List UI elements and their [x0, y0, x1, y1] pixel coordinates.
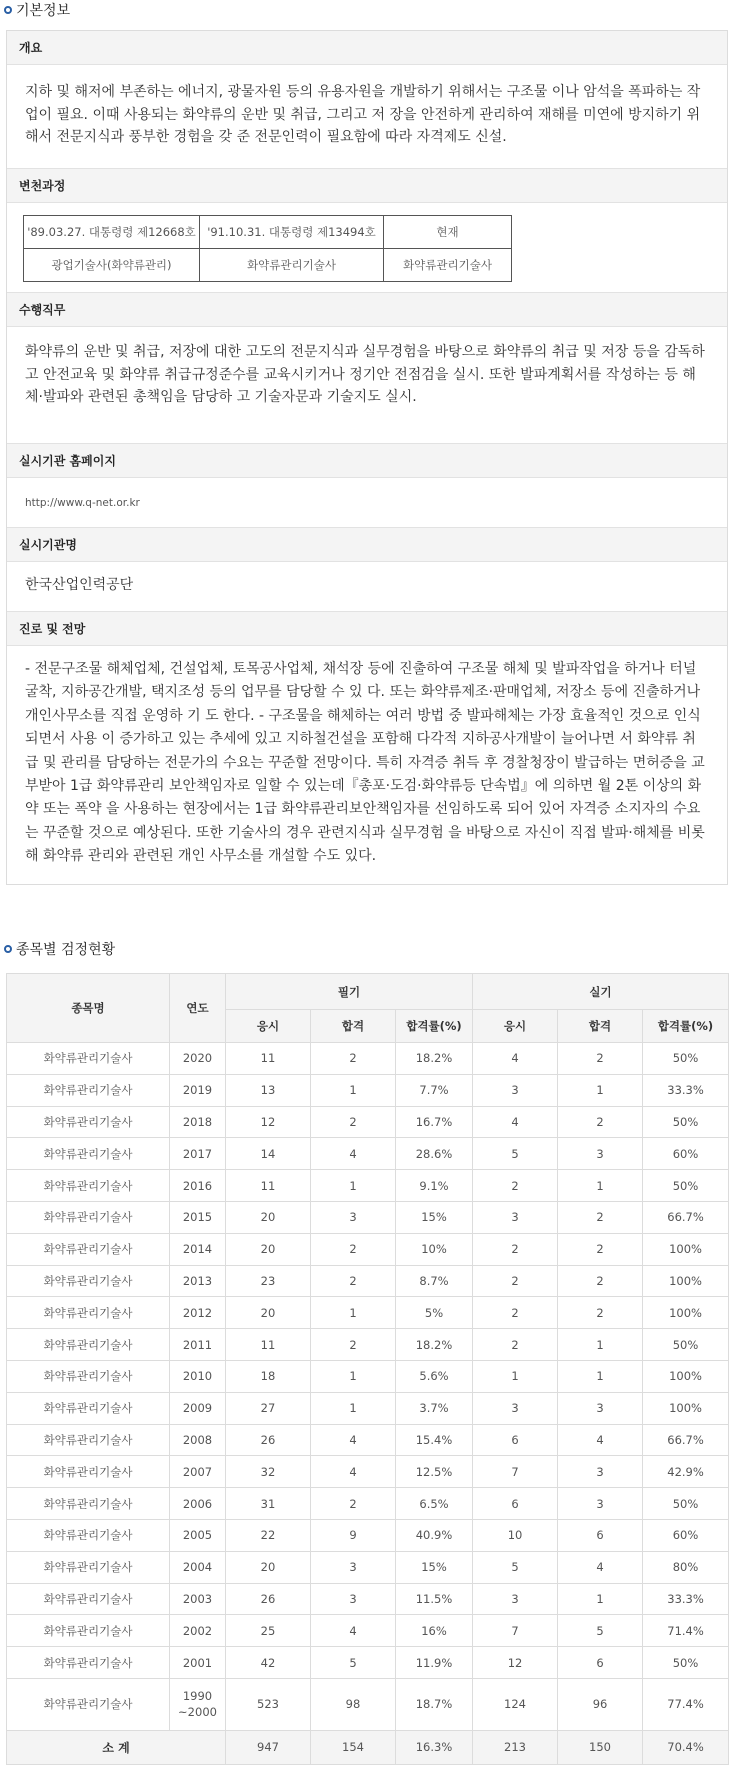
cell-name: 화약류관리기술사 [7, 1360, 170, 1392]
cell-practical-applied: 3 [473, 1583, 558, 1615]
cell-practical-rate: 60% [643, 1519, 729, 1551]
cell-written-passed: 3 [311, 1551, 396, 1583]
cell-practical-passed: 2 [558, 1297, 643, 1329]
cell-written-applied: 26 [226, 1424, 311, 1456]
overview-label: 개요 [7, 31, 727, 65]
cell-practical-passed: 5 [558, 1615, 643, 1647]
cell-year: 2013 [170, 1265, 226, 1297]
cell-written-applied: 23 [226, 1265, 311, 1297]
history-name-1: 광업기술사(화약류관리) [24, 249, 200, 282]
table-row [7, 1360, 729, 1392]
cell-name: 화약류관리기술사 [7, 1583, 170, 1615]
cell-written-passed: 1 [311, 1074, 396, 1106]
cell-practical-applied: 7 [473, 1615, 558, 1647]
cell-practical-passed: 2 [558, 1233, 643, 1265]
cell-practical-applied: 2 [473, 1170, 558, 1202]
cell-practical-passed: 2 [558, 1265, 643, 1297]
cell-practical-applied: 2 [473, 1329, 558, 1361]
cell-year: 2001 [170, 1647, 226, 1679]
cell-practical-passed: 6 [558, 1647, 643, 1679]
table-row [7, 1647, 729, 1679]
cell-written-rate: 16% [396, 1615, 473, 1647]
col-practical: 실기 [473, 974, 729, 1010]
cell-written-applied: 14 [226, 1138, 311, 1170]
cell-year: 2006 [170, 1488, 226, 1520]
cell-practical-passed: 1 [558, 1170, 643, 1202]
table-row [7, 1551, 729, 1583]
cell-written-rate: 11.9% [396, 1647, 473, 1679]
cell-written-passed: 5 [311, 1647, 396, 1679]
cell-written-applied: 32 [226, 1456, 311, 1488]
cell-practical-applied: 1 [473, 1360, 558, 1392]
cell-written-rate: 7.7% [396, 1074, 473, 1106]
col-written-rate: 합격률(%) [396, 1010, 473, 1043]
cell-practical-rate: 80% [643, 1551, 729, 1583]
cell-written-rate: 18.2% [396, 1043, 473, 1075]
cell-name: 화약류관리기술사 [7, 1329, 170, 1361]
cell-written-applied: 42 [226, 1647, 311, 1679]
cell-name: 화약류관리기술사 [7, 1615, 170, 1647]
cell-written-applied: 27 [226, 1392, 311, 1424]
cell-written-rate: 18.7% [396, 1678, 473, 1730]
bullet-circle-icon [4, 6, 12, 14]
cell-practical-passed: 1 [558, 1074, 643, 1106]
cell-written-passed: 1 [311, 1360, 396, 1392]
cell-practical-rate: 100% [643, 1265, 729, 1297]
col-written: 필기 [226, 974, 473, 1010]
total-written-applied: 947 [226, 1730, 311, 1764]
cell-practical-passed: 2 [558, 1201, 643, 1233]
table-row [7, 1583, 729, 1615]
cell-written-passed: 3 [311, 1201, 396, 1233]
cell-written-rate: 12.5% [396, 1456, 473, 1488]
total-row [7, 1730, 729, 1764]
cell-practical-passed: 4 [558, 1424, 643, 1456]
history-table [23, 215, 512, 282]
cell-written-applied: 11 [226, 1043, 311, 1075]
cell-year: 2007 [170, 1456, 226, 1488]
cell-written-applied: 20 [226, 1233, 311, 1265]
table-row [7, 1456, 729, 1488]
cell-written-rate: 28.6% [396, 1138, 473, 1170]
cell-written-rate: 15% [396, 1201, 473, 1233]
cell-written-passed: 1 [311, 1170, 396, 1202]
cell-name: 화약류관리기술사 [7, 1201, 170, 1233]
cell-practical-rate: 50% [643, 1329, 729, 1361]
cell-year: 2002 [170, 1615, 226, 1647]
col-written-passed: 합격 [311, 1010, 396, 1043]
total-practical-passed: 150 [558, 1730, 643, 1764]
table-row [7, 1170, 729, 1202]
cell-written-passed: 2 [311, 1329, 396, 1361]
cell-written-applied: 11 [226, 1329, 311, 1361]
cell-practical-passed: 2 [558, 1106, 643, 1138]
cell-written-applied: 22 [226, 1519, 311, 1551]
table-row [7, 1678, 729, 1730]
cell-written-applied: 11 [226, 1170, 311, 1202]
cell-written-passed: 1 [311, 1297, 396, 1329]
cell-written-passed: 2 [311, 1106, 396, 1138]
cell-written-applied: 20 [226, 1297, 311, 1329]
cell-practical-rate: 66.7% [643, 1201, 729, 1233]
history-date-2: '91.10.31. 대통령령 제13494호 [200, 216, 384, 249]
cell-practical-rate: 60% [643, 1138, 729, 1170]
cell-year: 2009 [170, 1392, 226, 1424]
cell-year: 2015 [170, 1201, 226, 1233]
cell-name: 화약류관리기술사 [7, 1233, 170, 1265]
career-text: - 전문구조물 해체업체, 건설업체, 토목공사업체, 채석장 등에 진출하여 구조물 해체 및 발파작업을 하거나 터널굴착, 지하공간개발, 택지조성 등의 업무를 담당할 수 있 다. 또는 화약류제조·판매업체, 저장소 등에 진출하거나 개인사무소를 직접 운영하 기 도 한다. - 구조물을 해체하는 여러 방법 중 발파해체는 가장 효율적인 것으로 인식되면서 사용 이 증가하고 있는 추세에 있고 지하철건설을 포함해 다각적 지하공사개발이 늘어나면 서 화약류 취급 및 관리를 담당하는 전문가의 수요는 꾸준할 전망이다. 특히 자격증 취득 후 경찰청장이 발급하는 면허증을 교부받아 1급 화약류관리 보안책임자로 일할 수 있는데『총포·도검·화약류등 단속법』에 의하면 월 2톤 이상의 화약 또는 폭약 을 사용하는 현장에서는 1급 화약류관리보안책임자를 선임하도록 되어 있어 자격증 소지자의 수요는 꾸준할 것으로 예상된다. 또한 기술사의 경우 관련지식과 실무경험 을 바탕으로 자신이 직접 발파·해체를 비롯해 화약류 관리와 관련된 개인 사무소를 개설할 수도 있다. [25, 661, 705, 865]
cell-practical-rate: 100% [643, 1297, 729, 1329]
cell-written-rate: 15.4% [396, 1424, 473, 1456]
cell-written-passed: 3 [311, 1583, 396, 1615]
cell-written-passed: 4 [311, 1615, 396, 1647]
cell-written-applied: 20 [226, 1551, 311, 1583]
cell-year: 2016 [170, 1170, 226, 1202]
cell-written-applied: 20 [226, 1201, 311, 1233]
cell-written-rate: 11.5% [396, 1583, 473, 1615]
table-row [7, 1519, 729, 1551]
cell-year: 2005 [170, 1519, 226, 1551]
col-name: 종목명 [7, 974, 170, 1043]
cell-name: 화약류관리기술사 [7, 1647, 170, 1679]
cell-name: 화약류관리기술사 [7, 1106, 170, 1138]
table-row [7, 1424, 729, 1456]
table-row [7, 1392, 729, 1424]
history-body [7, 203, 727, 293]
cell-written-passed: 2 [311, 1043, 396, 1075]
cell-name: 화약류관리기술사 [7, 1488, 170, 1520]
cell-practical-rate: 100% [643, 1392, 729, 1424]
cell-year: 2019 [170, 1074, 226, 1106]
cell-name: 화약류관리기술사 [7, 1392, 170, 1424]
cell-practical-rate: 66.7% [643, 1424, 729, 1456]
cell-written-passed: 1 [311, 1392, 396, 1424]
cell-practical-rate: 100% [643, 1233, 729, 1265]
cell-written-rate: 8.7% [396, 1265, 473, 1297]
col-practical-applied: 응시 [473, 1010, 558, 1043]
table-row [7, 1201, 729, 1233]
cell-practical-rate: 50% [643, 1106, 729, 1138]
cell-practical-passed: 4 [558, 1551, 643, 1583]
cell-year: 1990 ~2000 [170, 1678, 226, 1730]
cell-practical-applied: 3 [473, 1392, 558, 1424]
cell-year: 2018 [170, 1106, 226, 1138]
cell-written-passed: 9 [311, 1519, 396, 1551]
cell-written-rate: 40.9% [396, 1519, 473, 1551]
cell-year: 2011 [170, 1329, 226, 1361]
col-year: 연도 [170, 974, 226, 1043]
table-row [7, 1615, 729, 1647]
cell-year: 2012 [170, 1297, 226, 1329]
cell-practical-rate: 50% [643, 1647, 729, 1679]
cell-name: 화약류관리기술사 [7, 1551, 170, 1583]
cell-written-passed: 2 [311, 1265, 396, 1297]
col-practical-rate: 합격률(%) [643, 1010, 729, 1043]
stats-title-text: 종목별 검정현황 [16, 942, 116, 958]
cell-written-applied: 523 [226, 1678, 311, 1730]
cell-name: 화약류관리기술사 [7, 1138, 170, 1170]
cell-practical-rate: 71.4% [643, 1615, 729, 1647]
cell-name: 화약류관리기술사 [7, 1074, 170, 1106]
cell-written-passed: 2 [311, 1488, 396, 1520]
cell-year: 2014 [170, 1233, 226, 1265]
table-row [7, 1106, 729, 1138]
cell-written-applied: 13 [226, 1074, 311, 1106]
table-row [7, 1138, 729, 1170]
cell-year: 2004 [170, 1551, 226, 1583]
cell-year: 2020 [170, 1043, 226, 1075]
cell-written-rate: 10% [396, 1233, 473, 1265]
cell-practical-passed: 3 [558, 1456, 643, 1488]
agency-label: 실시기관명 [7, 528, 727, 562]
stats-body [7, 1043, 729, 1731]
cell-practical-applied: 2 [473, 1265, 558, 1297]
cell-written-rate: 18.2% [396, 1329, 473, 1361]
cell-practical-passed: 6 [558, 1519, 643, 1551]
table-row [7, 1233, 729, 1265]
overview-text: 지하 및 해저에 부존하는 에너지, 광물자원 등의 유용자원을 개발하기 위해서는 구조물 이나 암석을 폭파하는 작업이 필요. 이때 사용되는 화약류의 운반 및 취급, 그리고 저 장을 안전하게 관리하여 재해를 미연에 방지하기 위해서 전문지식과 풍부한 경험을 갖 준 전문인력이 필요함에 따라 자격제도 신설. [7, 65, 727, 169]
cell-written-rate: 16.7% [396, 1106, 473, 1138]
cell-written-applied: 25 [226, 1615, 311, 1647]
cell-year: 2003 [170, 1583, 226, 1615]
cell-practical-applied: 7 [473, 1456, 558, 1488]
cell-practical-rate: 33.3% [643, 1074, 729, 1106]
cell-name: 화약류관리기술사 [7, 1265, 170, 1297]
col-practical-passed: 합격 [558, 1010, 643, 1043]
cell-written-rate: 6.5% [396, 1488, 473, 1520]
table-row [7, 1074, 729, 1106]
cell-name: 화약류관리기술사 [7, 1519, 170, 1551]
cell-practical-applied: 6 [473, 1424, 558, 1456]
history-date-3: 현재 [384, 216, 512, 249]
cell-practical-applied: 4 [473, 1043, 558, 1075]
total-practical-rate: 70.4% [643, 1730, 729, 1764]
table-row [7, 1043, 729, 1075]
cell-practical-applied: 12 [473, 1647, 558, 1679]
cell-written-passed: 4 [311, 1424, 396, 1456]
table-row [7, 1329, 729, 1361]
bullet-circle-icon [4, 945, 12, 953]
homepage-url[interactable]: http://www.q-net.or.kr [7, 478, 727, 528]
table-row [7, 1488, 729, 1520]
stats-title [4, 939, 115, 959]
career-label: 진로 및 전망 [7, 612, 727, 646]
cell-name: 화약류관리기술사 [7, 1456, 170, 1488]
history-name-3: 화약류관리기술사 [384, 249, 512, 282]
agency-name: 한국산업인력공단 [7, 562, 727, 612]
cell-written-rate: 9.1% [396, 1170, 473, 1202]
cell-practical-applied: 3 [473, 1201, 558, 1233]
cell-practical-applied: 5 [473, 1138, 558, 1170]
stats-table [6, 973, 729, 1765]
homepage-label: 실시기관 홈페이지 [7, 444, 727, 478]
cell-practical-applied: 2 [473, 1233, 558, 1265]
total-written-rate: 16.3% [396, 1730, 473, 1764]
cell-practical-rate: 50% [643, 1170, 729, 1202]
cell-name: 화약류관리기술사 [7, 1678, 170, 1730]
table-row [7, 1297, 729, 1329]
cell-written-applied: 26 [226, 1583, 311, 1615]
cell-practical-applied: 10 [473, 1519, 558, 1551]
cell-written-applied: 12 [226, 1106, 311, 1138]
cell-year: 2017 [170, 1138, 226, 1170]
cell-practical-applied: 5 [473, 1551, 558, 1583]
cell-written-passed: 4 [311, 1456, 396, 1488]
cell-practical-applied: 124 [473, 1678, 558, 1730]
duties-text: 화약류의 운반 및 취급, 저장에 대한 고도의 전문지식과 실무경험을 바탕으로 화약류의 취급 및 저장 등을 감독하고 안전교육 및 화약류 취급규정준수를 교육시키거나 정기안 전점검을 실시. 또한 발파계획서를 작성하는 등 해체·발파와 관련된 총책임을 담당하 고 기술자문과 기술지도 실시. [7, 327, 727, 444]
cell-practical-applied: 4 [473, 1106, 558, 1138]
cell-practical-rate: 33.3% [643, 1583, 729, 1615]
cell-practical-passed: 3 [558, 1138, 643, 1170]
cell-practical-applied: 2 [473, 1297, 558, 1329]
cell-written-passed: 98 [311, 1678, 396, 1730]
cell-practical-passed: 1 [558, 1583, 643, 1615]
cell-practical-rate: 77.4% [643, 1678, 729, 1730]
cell-practical-applied: 6 [473, 1488, 558, 1520]
cell-written-rate: 3.7% [396, 1392, 473, 1424]
cell-practical-passed: 1 [558, 1329, 643, 1361]
cell-practical-passed: 3 [558, 1488, 643, 1520]
cell-practical-rate: 42.9% [643, 1456, 729, 1488]
history-label: 변천과정 [7, 169, 727, 203]
cell-practical-passed: 3 [558, 1392, 643, 1424]
cell-practical-passed: 1 [558, 1360, 643, 1392]
cell-year: 2010 [170, 1360, 226, 1392]
basic-info-title-text: 기본정보 [16, 3, 71, 19]
total-label: 소 계 [7, 1730, 226, 1764]
cell-written-rate: 5% [396, 1297, 473, 1329]
cell-name: 화약류관리기술사 [7, 1424, 170, 1456]
history-date-1: '89.03.27. 대통령령 제12668호 [24, 216, 200, 249]
cell-practical-rate: 50% [643, 1043, 729, 1075]
cell-year: 2008 [170, 1424, 226, 1456]
table-row [7, 1265, 729, 1297]
cell-written-rate: 5.6% [396, 1360, 473, 1392]
cell-written-passed: 2 [311, 1233, 396, 1265]
cell-practical-passed: 96 [558, 1678, 643, 1730]
cell-written-rate: 15% [396, 1551, 473, 1583]
col-written-applied: 응시 [226, 1010, 311, 1043]
history-name-2: 화약류관리기술사 [200, 249, 384, 282]
basic-info-title [4, 0, 70, 20]
cell-name: 화약류관리기술사 [7, 1297, 170, 1329]
total-written-passed: 154 [311, 1730, 396, 1764]
cell-name: 화약류관리기술사 [7, 1043, 170, 1075]
cell-practical-applied: 3 [473, 1074, 558, 1106]
total-practical-applied: 213 [473, 1730, 558, 1764]
cell-written-passed: 4 [311, 1138, 396, 1170]
basic-info-panel [6, 30, 728, 885]
cell-written-applied: 18 [226, 1360, 311, 1392]
duties-label: 수행직무 [7, 293, 727, 327]
cell-practical-rate: 50% [643, 1488, 729, 1520]
cell-practical-rate: 100% [643, 1360, 729, 1392]
cell-written-applied: 31 [226, 1488, 311, 1520]
cell-practical-passed: 2 [558, 1043, 643, 1075]
cell-name: 화약류관리기술사 [7, 1170, 170, 1202]
